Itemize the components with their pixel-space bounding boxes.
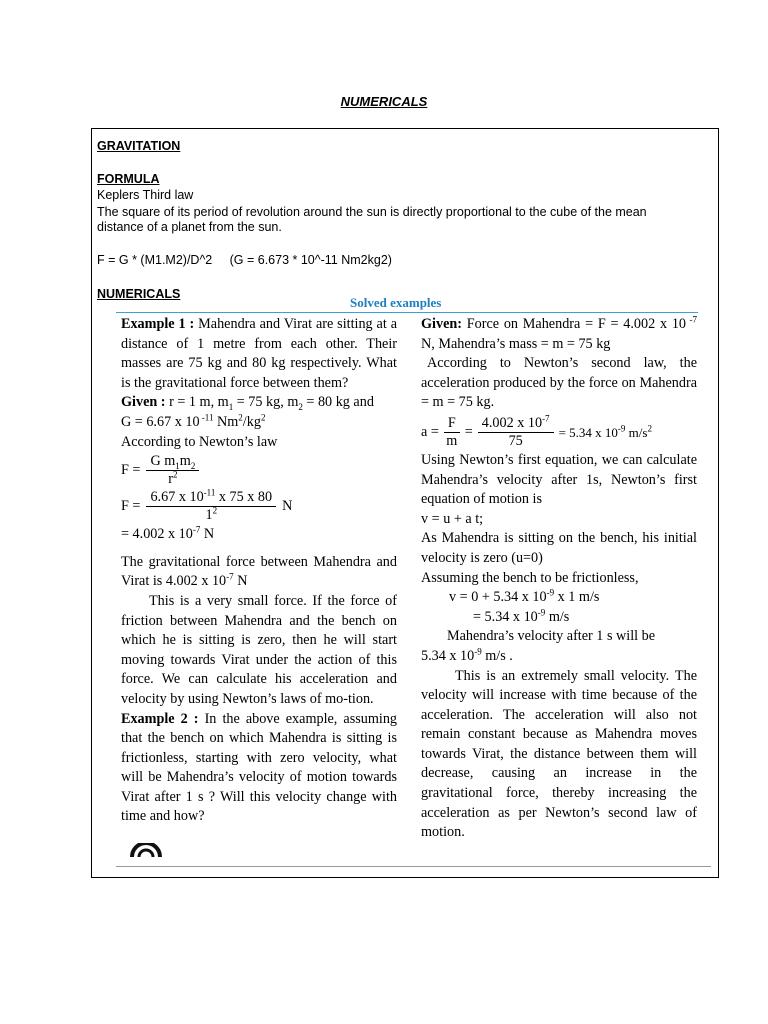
newton-law-equation: F = $\frac{G m_1m_2}{r^2}$ bbox=[121, 453, 397, 488]
law-text-line-1: The square of its period of revolution around the sun is directly proportional to the cube of the mean bbox=[97, 205, 647, 219]
force-result: = 4.002 x $10^{-7}$ N bbox=[121, 524, 215, 543]
example-1-g-value: G = 6.67 x 10 $^{-11}$ $Nm^2/kg^2$ bbox=[121, 412, 266, 430]
formula-label: FORMULA bbox=[97, 172, 160, 186]
acceleration-equation: a = $\frac{F}{m}$ = $\frac{4.002 x 10^{-7}}{75}$ = 5.34 x $10^{-9}$ $m/s^2$ bbox=[421, 413, 652, 449]
left-column bbox=[121, 315, 397, 827]
gravitation-formula: F = G * (M1.M2)/D^2 (G = 6.673 * 10^-11 Nm2kg2) bbox=[97, 253, 392, 267]
example-1-given: Given : r = 1 m, $m_1 = 75$ kg, $m_2 = 80$ kg and bbox=[121, 394, 374, 413]
section-heading: GRAVITATION bbox=[97, 139, 181, 153]
example-1-question: Example 1 : Mahendra and Virat are sitting at a distance of 1 metre from each other. Their masses are 75 kg and 80 kg respectively. What is the gravitational force between them? bbox=[121, 316, 398, 391]
law-name: Keplers Third law bbox=[97, 188, 194, 202]
numericals-label: NUMERICALS bbox=[97, 287, 181, 301]
velocity-equation: v = u + a t; bbox=[421, 510, 484, 527]
newton-second-law: According to Newton’s second law, the acceleration produced by the force on Mahendra = m = 75 kg. bbox=[421, 355, 697, 411]
example-1-explanation: This is a very small force. If the force of friction between Mahendra and the bench on which he is sitting is zero, then he will start moving towards Virat under the action of this force. We can calculate his acceleration and velocity by using Newton’s laws of mo-tion. bbox=[121, 592, 397, 707]
velocity-after-1s: Mahendra’s velocity after 1 s will be bbox=[447, 628, 656, 645]
velocity-after-1s-value: 5.34 x $10^{-9}$ m/s . bbox=[421, 646, 513, 664]
page-title: NUMERICALS bbox=[340, 94, 428, 109]
newton-first-equation: Using Newton’s first equation, we can calculate Mahendra’s velocity after 1s, Newton’s first equation of motion is bbox=[421, 451, 697, 508]
law-text-line-2: distance of a planet from the sun. bbox=[97, 220, 282, 234]
example-1-label: Example 1 : bbox=[121, 316, 195, 332]
solved-examples-banner: Solved examples bbox=[346, 296, 445, 310]
velocity-substitution: v = 0 + 5.34 x $10^{-9}$ x 1 m/s bbox=[449, 587, 600, 606]
publisher-logo-icon bbox=[130, 843, 162, 857]
force-substitution-equation: F = $\frac{6.67 x 10^{-11} x 75 x 80}{1^2}$ N bbox=[121, 487, 293, 524]
final-explanation: This is an extremely small velocity. The velocity will increase with time because of the acceleration. The acceleration will also not remain constant because as Mahendra moves towards Virat, the distance between them will decrease, causing an increase in the gravitational force, thereby increasing the acceleration as per Newton’s second law of motion. bbox=[421, 667, 697, 841]
example-1-conclusion: The gravitational force between Mahendra and Virat is 4.002 x $10^{-7}$ N bbox=[121, 553, 397, 590]
bottom-rule bbox=[116, 866, 711, 867]
velocity-result: = 5.34 x $10^{-9}$ m/s bbox=[473, 606, 570, 625]
right-column bbox=[421, 315, 697, 843]
solution-given: Given: Force on Mahendra = F = 4.002 x 10 $^{-7}$ N, Mahendra’s mass = m = 75 kg bbox=[421, 314, 698, 352]
initial-velocity: As Mahendra is sitting on the bench, his initial velocity is zero (u=0) bbox=[421, 530, 697, 566]
example-2-question: Example 2 : In the above example, assuming that the bench on which Mahendra is sitting is frictionless, starting with zero velocity, what will be Mahendra’s velocity of motion towards Virat after 1 s ? Will this velocity change with time and how? bbox=[121, 710, 398, 825]
frictionless-assumption: Assuming the bench to be frictionless, bbox=[421, 569, 639, 586]
example-2-label: Example 2 : bbox=[121, 710, 199, 727]
example-1-according: According to Newton’s law bbox=[121, 433, 278, 450]
